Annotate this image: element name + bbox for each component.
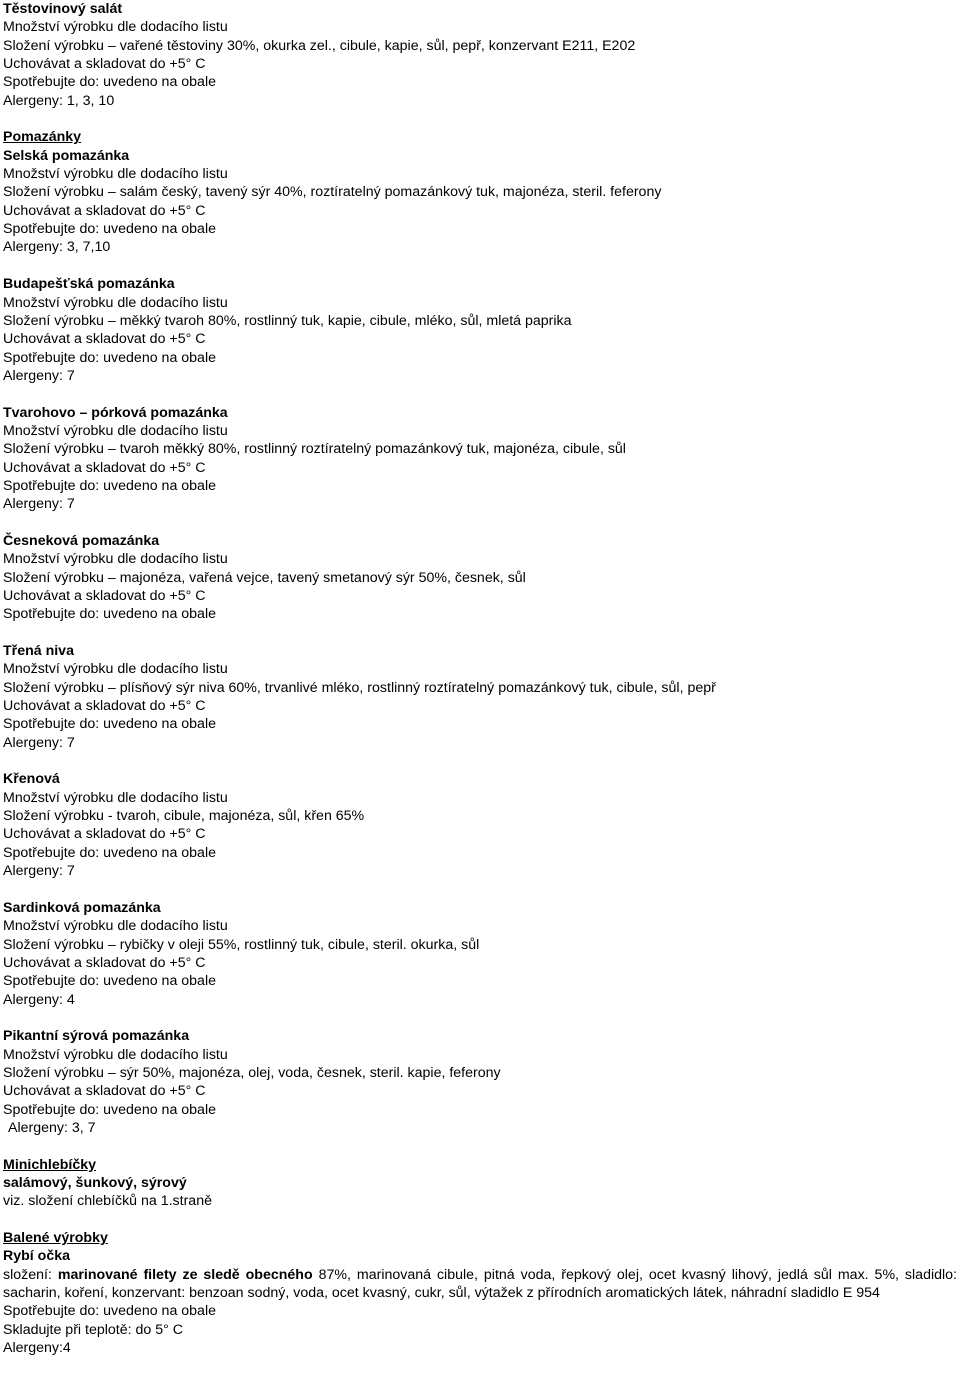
quantity-line: Množství výrobku dle dodacího listu — [3, 918, 228, 935]
best-before-line: Spotřebujte do: uvedeno na obale — [3, 74, 216, 91]
quantity-line: Množství výrobku dle dodacího listu — [3, 789, 228, 806]
product-name: Těstovinový salát — [3, 1, 123, 17]
spacer — [3, 110, 957, 128]
quantity-line: Množství výrobku dle dodacího listu — [3, 551, 228, 568]
product-block — [3, 899, 957, 1009]
allergens-line: Alergeny: 3, 7,10 — [3, 239, 111, 256]
allergens-line: Alergeny: 3, 7 — [8, 1119, 96, 1136]
storage-line: Uchovávat a skladovat do +5° C — [3, 826, 206, 843]
allergens-line: Alergeny:4 — [3, 1340, 71, 1357]
product-block — [3, 1027, 957, 1137]
product-block — [3, 770, 957, 880]
quantity-line: Množství výrobku dle dodacího listu — [3, 294, 228, 311]
best-before-line: Spotřebujte do: uvedeno na obale — [3, 1303, 216, 1320]
packaged-products-block — [3, 1229, 957, 1357]
storage-line: Uchovávat a skladovat do +5° C — [3, 1083, 206, 1100]
spacer — [3, 881, 957, 899]
composition-line: Složení výrobku – tvaroh měkký 80%, rostlinný roztíratelný pomazánkový tuk, majonéza, cibule, sůl — [3, 441, 626, 458]
product-name: Sardinková pomazánka — [3, 899, 161, 916]
best-before-line: Spotřebujte do: uvedeno na obale — [3, 844, 216, 861]
spacer — [3, 624, 957, 642]
section-subtitle: salámový, šunkový, sýrový — [3, 1175, 187, 1191]
product-block — [3, 0, 957, 110]
quantity-line: Množství výrobku dle dodacího listu — [3, 661, 228, 678]
spacer — [3, 1211, 957, 1229]
spacer — [3, 257, 957, 275]
storage-line: Uchovávat a skladovat do +5° C — [3, 202, 206, 219]
composition-rest: 87%, marinovaná cibule, pitná voda, řepkový olej, ocet kvasný lihový, jedlá sůl max. 5%, sladidlo: sacharin, koření, konzervant: benzoan sodný, voda, ocet kvasný, cukr, sůl, výtažek z přírodních aromatických látek, náhradní sladidlo E 954 — [3, 1266, 957, 1302]
composition-line: Složení výrobku – plísňový sýr niva 60%, trvanlivé mléko, rostlinný roztíratelný pomazánkový tuk, cibule, sůl, pepř — [3, 679, 716, 696]
allergens-line: Alergeny: 7 — [3, 734, 75, 751]
section-title: Pomazánky — [3, 129, 82, 146]
product-name: Česneková pomazánka — [3, 532, 160, 549]
quantity-line: Množství výrobku dle dodacího listu — [3, 1046, 228, 1063]
composition-line: Složení výrobku – salám český, tavený sýr 40%, roztíratelný pomazánkový tuk, majonéza, steril. feferony — [3, 184, 662, 201]
storage-line: Uchovávat a skladovat do +5° C — [3, 698, 206, 715]
allergens-line: Alergeny: 1, 3, 10 — [3, 92, 115, 109]
product-name: Křenová — [3, 771, 60, 788]
product-name: Rybí očka — [3, 1248, 71, 1265]
best-before-line: Spotřebujte do: uvedeno na obale — [3, 716, 216, 733]
storage-line: Uchovávat a skladovat do +5° C — [3, 56, 206, 73]
product-name: Tvarohovo – pórková pomazánka — [3, 404, 228, 421]
allergens-line: Alergeny: 7 — [3, 863, 75, 880]
composition-line: Složení výrobku – vařené těstoviny 30%, okurka zel., cibule, kapie, sůl, pepř, konzervant E211, E202 — [3, 37, 636, 54]
section-title: Minichlebíčky — [3, 1156, 97, 1173]
best-before-line: Spotřebujte do: uvedeno na obale — [3, 221, 216, 238]
best-before-line: Spotřebujte do: uvedeno na obale — [3, 973, 216, 990]
best-before-line: Spotřebujte do: uvedeno na obale — [3, 349, 216, 366]
spacer — [3, 752, 957, 770]
storage-line: Uchovávat a skladovat do +5° C — [3, 588, 206, 604]
composition-line: Složení výrobku – měkký tvaroh 80%, rostlinný tuk, kapie, cibule, mléko, sůl, mletá paprika — [3, 312, 572, 329]
reference-note: viz. složení chlebíčků na 1.straně — [3, 1193, 212, 1210]
storage-line: Uchovávat a skladovat do +5° C — [3, 954, 206, 971]
spacer — [3, 1009, 957, 1027]
product-block — [3, 147, 957, 257]
product-block — [3, 532, 957, 624]
product-block — [3, 404, 957, 514]
composition-main-ingredient: marinované filety ze sledě obecného — [57, 1266, 313, 1283]
storage-line: Skladujte při teplotě: do 5° C — [3, 1321, 183, 1338]
composition-paragraph — [3, 1266, 957, 1303]
best-before-line: Spotřebujte do: uvedeno na obale — [3, 1101, 216, 1118]
product-name: Budapešťská pomazánka — [3, 276, 175, 293]
minichlebicky-block — [3, 1156, 957, 1211]
composition-line: Složení výrobku - tvaroh, cibule, majonéza, sůl, křen 65% — [3, 808, 365, 825]
storage-line: Uchovávat a skladovat do +5° C — [3, 331, 206, 348]
composition-line: Složení výrobku – rybičky v oleji 55%, rostlinný tuk, cibule, steril. okurka, sůl — [3, 936, 480, 953]
composition-label: složení: — [3, 1266, 52, 1283]
best-before-line: Spotřebujte do: uvedeno na obale — [3, 477, 216, 494]
composition-line: Složení výrobku – majonéza, vařená vejce, tavený smetanový sýr 50%, česnek, sůl — [3, 569, 526, 586]
product-block — [3, 642, 957, 752]
quantity-line: Množství výrobku dle dodacího listu — [3, 422, 228, 439]
spacer — [3, 385, 957, 403]
allergens-line: Alergeny: 4 — [3, 991, 75, 1008]
spacer — [3, 514, 957, 532]
product-name: Pikantní sýrová pomazánka — [3, 1028, 190, 1045]
quantity-line: Množství výrobku dle dodacího listu — [3, 166, 228, 183]
quantity-line: Množství výrobku dle dodacího listu — [3, 19, 228, 36]
spacer — [3, 1137, 957, 1155]
product-block — [3, 275, 957, 385]
section-title: Balené výrobky — [3, 1230, 108, 1247]
product-name: Třená niva — [3, 643, 74, 660]
allergens-line: Alergeny: 7 — [3, 496, 75, 513]
best-before-line: Spotřebujte do: uvedeno na obale — [3, 606, 216, 623]
allergens-line: Alergeny: 7 — [3, 367, 75, 384]
product-name: Selská pomazánka — [3, 147, 130, 164]
composition-line: Složení výrobku – sýr 50%, majonéza, olej, voda, česnek, steril. kapie, feferony — [3, 1064, 501, 1081]
storage-line: Uchovávat a skladovat do +5° C — [3, 459, 206, 476]
